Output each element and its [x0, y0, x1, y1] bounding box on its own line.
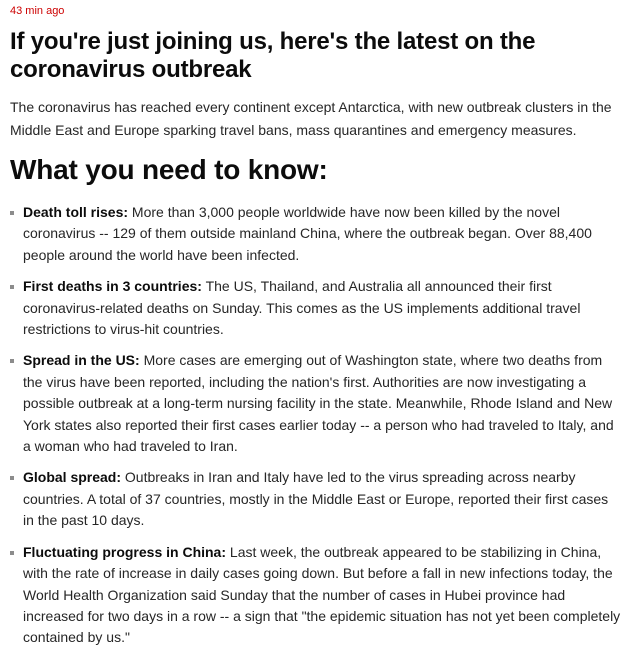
square-bullet-icon [10, 285, 14, 289]
key-point-text: More than 3,000 people worldwide have now been killed by the novel coronavirus -- 129 of them outside mainland China, where the outbreak began. Over 88,400 people around the world have been infected. [23, 204, 592, 263]
key-point-item [10, 350, 622, 457]
key-point-text: The US, Thailand, and Australia all announced their first coronavirus-related deaths on Sunday. This comes as the US implements additional travel restrictions to virus-hit countries. [23, 278, 581, 338]
key-point-lead: Global spread: [23, 469, 122, 486]
square-bullet-icon [10, 211, 14, 215]
key-point-lead: Death toll rises: [23, 204, 129, 220]
key-point-text: Outbreaks in Iran and Italy have led to the virus spreading across nearby countries. A total of 37 countries, mostly in the Middle East or Europe, reported their first cases in the past 10 days. [23, 469, 609, 529]
key-point-lead: Spread in the US: [23, 352, 140, 369]
square-bullet-icon [10, 359, 14, 363]
section-subheading: What you need to know: [10, 154, 328, 185]
post-timestamp[interactable]: 43 min ago [10, 5, 65, 17]
square-bullet-icon [10, 551, 14, 555]
key-point-text: Last week, the outbreak appeared to be stabilizing in China, with the rate of increase in daily cases going down. But before a fall in new infections today, the World Health Organization said Sunday that the number of cases in Hubei province had increased for two days in a row -- a sign that "the epidemic situation has not yet been completely contained by us." [23, 543, 621, 646]
key-point-lead: First deaths in 3 countries: [23, 278, 202, 295]
post-headline: If you're just joining us, here's the latest on the coronavirus outbreak [10, 28, 536, 83]
key-point-item [10, 467, 622, 531]
key-point-item [10, 202, 622, 266]
key-point-text: More cases are emerging out of Washington state, where two deaths from the virus have been reported, including the nation's first. Authorities are now investigating a possible outbreak at a long-term nursing facility in the state. Meanwhile, Rhode Island and New York states also reported their first cases earlier today -- a person who had traveled to Italy, and a woman who had traveled to Iran. [23, 352, 614, 455]
post-intro: The coronavirus has reached every continent except Antarctica, with new outbreak clusters in the Middle East and Europe sparking travel bans, mass quarantines and emergency measures. [10, 99, 612, 138]
key-point-lead: Fluctuating progress in China: [23, 543, 227, 560]
key-points-list [10, 202, 622, 649]
square-bullet-icon [10, 476, 14, 480]
key-point-item [10, 542, 622, 649]
key-point-item [10, 276, 622, 340]
